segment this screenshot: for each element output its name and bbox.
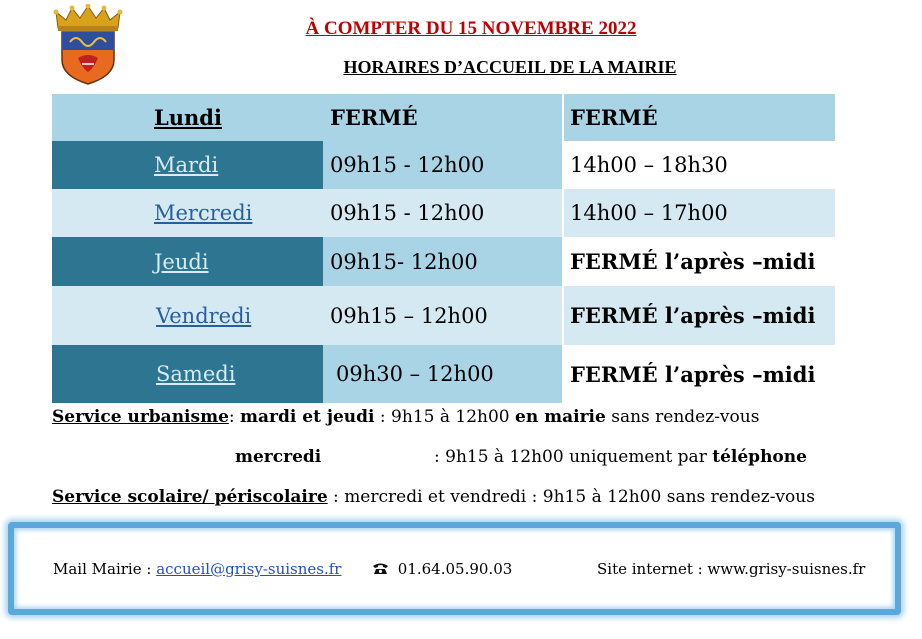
afternoon-hours: 14h00 – 18h30 [563,141,835,189]
mercredi-hours: : 9h15 à 12h00 uniquement par [434,447,713,467]
mercredi-mode: téléphone [712,447,807,467]
separator: : [228,407,241,427]
urbanisme-label: Service urbanisme [52,407,229,427]
scolaire-text: : mercredi et vendredi : 9h15 à 12h00 sans rendez-vous [327,487,815,507]
day-cell [52,345,323,403]
morning-hours: 09h15 - 12h00 [323,189,563,237]
day-cell [52,141,323,189]
morning-hours: 09h30 – 12h00 [323,345,563,403]
table-row [52,237,835,286]
table-row [52,141,835,189]
telephone-icon [372,562,389,575]
mail-contact [53,560,341,578]
day-cell [52,237,323,286]
scolaire-note [52,487,815,507]
morning-hours: FERMÉ [323,94,563,141]
morning-hours: 09h15 – 12h00 [323,286,563,345]
day-link[interactable]: Jeudi [154,249,209,274]
urbanisme-suffix: sans rendez-vous [605,407,760,427]
scolaire-label: Service scolaire/ périscolaire [52,487,328,507]
mail-label: Mail Mairie : [53,560,157,578]
urbanisme-days: mardi et jeudi [240,407,375,427]
afternoon-hours: FERMÉ l’après –midi [563,237,835,286]
opening-hours-table [52,94,835,403]
mercredi-label-line [235,447,321,467]
effective-date: À COMPTER DU 15 NOVEMBRE 2022 [305,18,637,39]
mercredi-note [434,447,807,467]
day-cell [52,286,323,345]
table-row [52,189,835,237]
table-row [52,94,835,141]
phone-number: 01.64.05.90.03 [397,560,513,578]
day-link[interactable]: Mercredi [154,201,253,225]
day-link[interactable]: Vendredi [156,303,252,328]
mercredi-label: mercredi [235,447,322,467]
day-link[interactable]: Mardi [154,153,219,177]
phone-contact [372,560,512,578]
day-cell [52,189,323,237]
urbanisme-hours: : 9h15 à 12h00 [374,407,516,427]
urbanisme-place: en mairie [515,407,606,427]
day-cell [52,94,323,141]
morning-hours: 09h15 - 12h00 [323,141,563,189]
contact-footer [8,522,901,615]
afternoon-hours: FERMÉ l’après –midi [563,345,835,403]
morning-hours: 09h15- 12h00 [323,237,563,286]
urbanisme-note [52,407,759,427]
table-row [52,345,835,403]
mail-link[interactable]: accueil@grisy-suisnes.fr [156,560,342,578]
afternoon-hours: FERMÉ l’après –midi [563,286,835,345]
afternoon-hours: 14h00 – 17h00 [563,189,835,237]
website: Site internet : www.grisy-suisnes.fr [597,560,866,578]
day-label: Lundi [154,105,222,130]
table-row [52,286,835,345]
day-link[interactable]: Samedi [156,362,236,386]
page-title: HORAIRES D’ACCUEIL DE LA MAIRIE [343,57,677,77]
afternoon-hours: FERMÉ [563,94,835,141]
